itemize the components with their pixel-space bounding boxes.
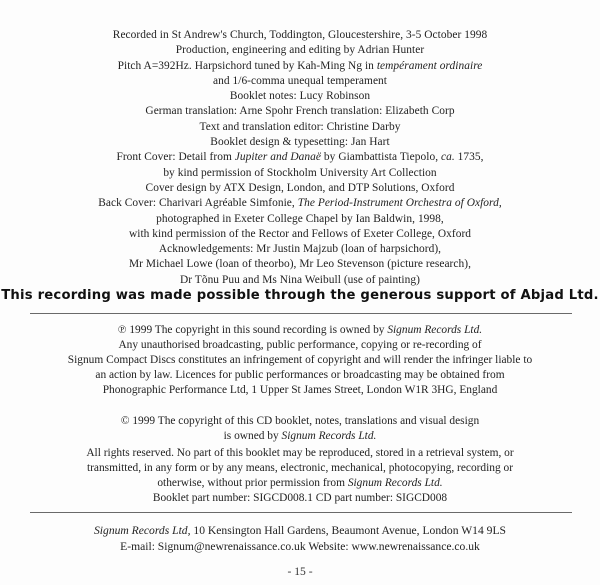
copyright-line: Signum Compact Discs constitutes an infringement of copyright and will render the infringer liable to (67, 354, 533, 366)
postal-address: Signum Records Ltd, 10 Kensington Hall Gardens, Beaumont Avenue, London W14 9LS (94, 524, 506, 537)
rights-line: All rights reserved. No part of this booklet may be reproduced, stored in a retrieval system, or (86, 447, 514, 459)
booklet-copyright (10, 414, 590, 444)
acknowledgements-line-3: Dr Tõnu Puu and Ms Nina Weibull (use of painting) (180, 273, 420, 286)
acknowledgements-line-2: Mr Michael Lowe (loan of theorbo), Mr Leo Stevenson (picture research), (129, 258, 471, 271)
front-cover-credit: Front Cover: Detail from Jupiter and Danaë by Giambattista Tiepolo, ca. 1735, (116, 151, 484, 164)
sponsor-statement: This recording was made possible through the generous support of Abjad Ltd. (1, 288, 599, 303)
divider-bottom (30, 512, 572, 513)
translation-credit: German translation: Arne Spohr French translation: Elizabeth Corp (145, 105, 455, 118)
copyright-line: is owned by Signum Records Ltd. (223, 430, 377, 442)
booklet-design-credit: Booklet design & typesetting: Jan Hart (210, 136, 390, 149)
copyright-line: © 1999 The copyright of this CD booklet, notes, translations and visual design (120, 415, 480, 427)
part-numbers: Booklet part number: SIGCD008.1 CD part number: SIGCD008 (152, 492, 448, 504)
credits-block (10, 28, 590, 288)
pitch-tuning-credit: Pitch A=392Hz. Harpsichord tuned by Kah-Ming Ng in tempérament ordinaire (117, 59, 483, 72)
acknowledgements-line-1: Acknowledgements: Mr Justin Majzub (loan of harpsichord), (158, 243, 442, 256)
copyright-line: Phonographic Performance Ltd, 1 Upper St James Street, London W1R 3HG, England (102, 384, 498, 396)
booklet-notes-credit: Booklet notes: Lucy Robinson (229, 90, 371, 103)
back-cover-credit: Back Cover: Charivari Agréable Simfonie, The Period-Instrument Orchestra of Oxford, (98, 197, 502, 210)
recording-venue: Recorded in St Andrew's Church, Toddington, Gloucestershire, 3-5 October 1998 (112, 29, 488, 41)
contact-details: E-mail: Signum@newrenaissance.co.uk Website: www.newrenaissance.co.uk (120, 539, 480, 553)
back-cover-permission: with kind permission of the Rector and Fellows of Exeter College, Oxford (128, 227, 472, 240)
rights-line: transmitted, in any form or by any means, electronic, mechanical, photocopying, recording or (86, 462, 514, 474)
front-cover-permission: by kind permission of Stockholm University Art Collection (163, 166, 437, 179)
rights-reserved-notice (10, 446, 590, 506)
copyright-line: Any unauthorised broadcasting, public performance, copying or re-recording of (118, 339, 482, 351)
rights-line: otherwise, without prior permission from Signum Records Ltd. (157, 477, 443, 489)
divider-top (30, 313, 572, 314)
page-number: - 15 - (287, 565, 313, 578)
production-credit: Production, engineering and editing by Adrian Hunter (175, 44, 425, 57)
sound-recording-copyright (10, 323, 590, 398)
label-address (10, 523, 590, 554)
copyright-line: an action by law. Licences for public performances or broadcasting may be obtained from (95, 369, 505, 381)
cover-design-credit: Cover design by ATX Design, London, and DTP Solutions, Oxford (145, 181, 455, 194)
back-cover-photographer: photographed in Exeter College Chapel by Ian Baldwin, 1998, (156, 212, 444, 225)
text-editor-credit: Text and translation editor: Christine Darby (199, 120, 401, 133)
temperament-credit: and 1/6-comma unequal temperament (212, 74, 388, 87)
copyright-line: ℗ 1999 The copyright in this sound recording is owned by Signum Records Ltd. (117, 324, 483, 336)
